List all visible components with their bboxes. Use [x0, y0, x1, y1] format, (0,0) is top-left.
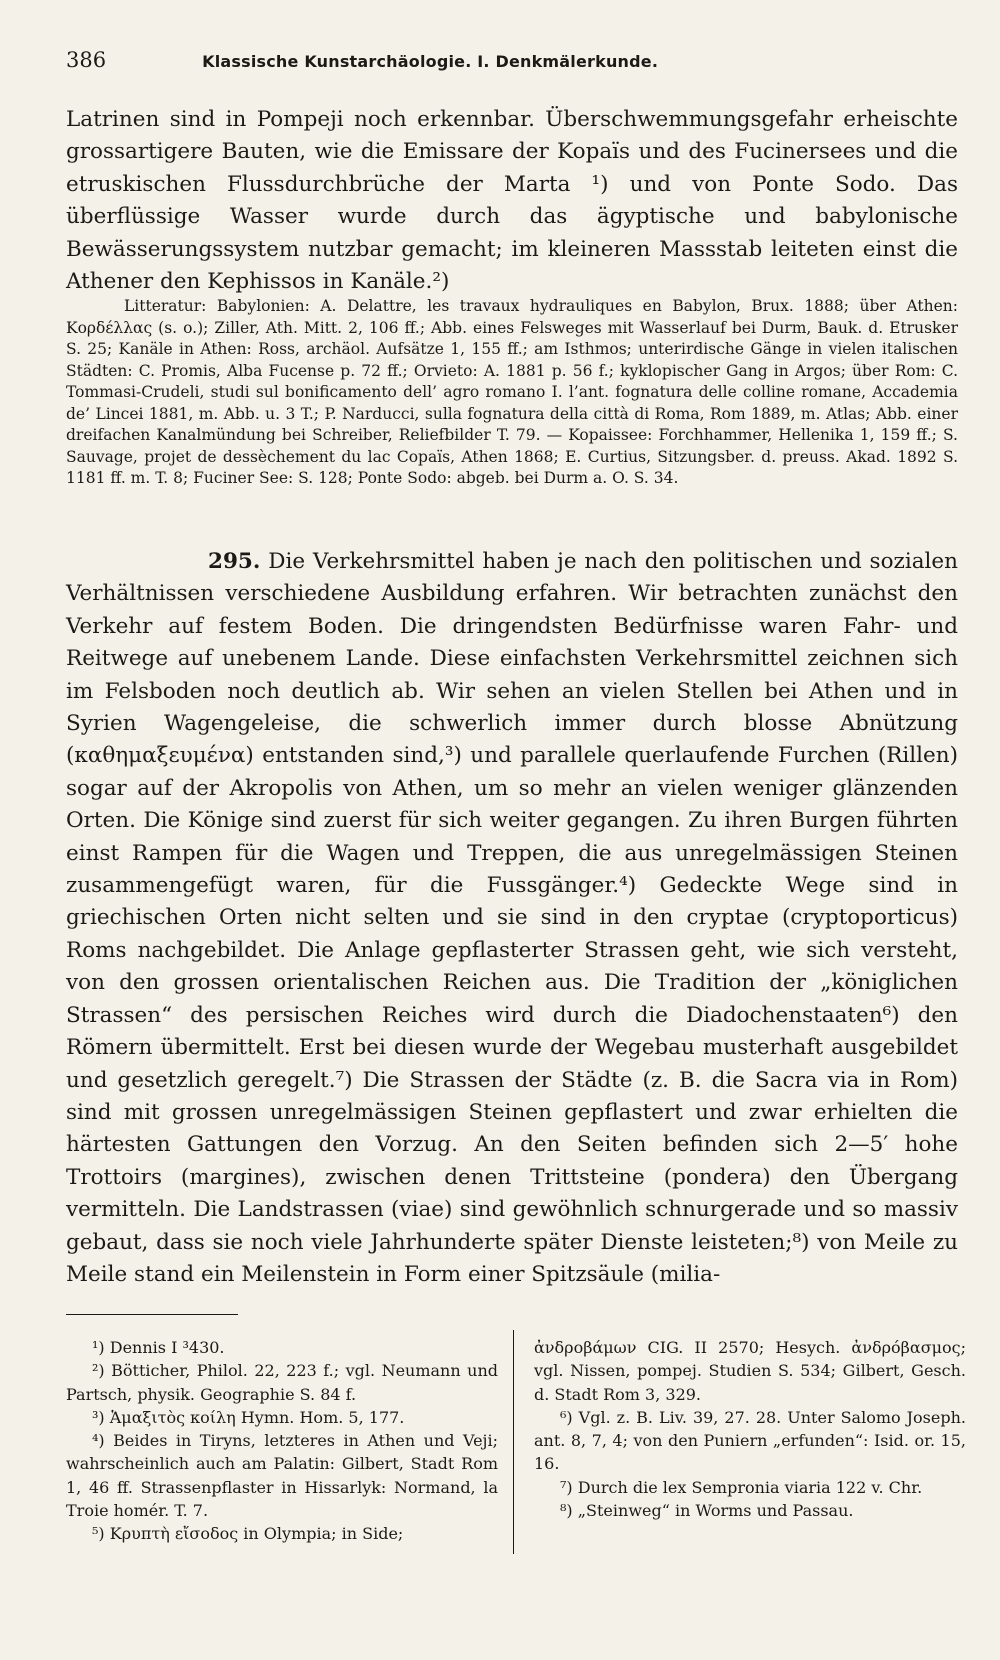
footnote: ⁶) Vgl. z. B. Liv. 39, 27. 28. Unter Salomo Joseph. ant. 8, 7, 4; von den Puniern „erfunden“: Isid. or. 15, 16.: [534, 1407, 966, 1474]
footnote: ²) Bötticher, Philol. 22, 223 f.; vgl. Neumann und Partsch, physik. Geographie S. 84 f.: [66, 1361, 498, 1404]
footnote: ³) Ἁμαξιτὸς κοίλη Hymn. Hom. 5, 177.: [92, 1407, 405, 1427]
section-number: 295.: [208, 549, 261, 574]
footnotes-left-column: [66, 1336, 498, 1546]
body-text: [66, 104, 958, 298]
literature-block: [66, 296, 958, 490]
footnote: ¹) Dennis I ³430.: [92, 1338, 225, 1357]
footnote: ⁴) Beides in Tiryns, letzteres in Athen und Veji; wahrscheinlich auch am Palatin: Gilbert, Stadt Rom 1, 46 ff. Strassenpflaster in Hissarlyk: Normand, la Troie homér. T. 7.: [66, 1431, 498, 1521]
section-295: [66, 546, 958, 1291]
footnote-divider: [66, 1314, 238, 1315]
section-paragraph: [66, 546, 958, 1291]
page-number: 386: [66, 48, 107, 72]
running-head: Klassische Kunstarchäologie. I. Denkmälerkunde.: [202, 52, 659, 71]
footnote: ⁵) Κρυπτὴ εἴσοδος in Olympia; in Side;: [92, 1524, 404, 1544]
footnote-column-divider: [513, 1330, 514, 1554]
footnote-continuation: ἀνδροβάμων CIG. II 2570; Hesych. ἀνδρόβασμος; vgl. Nissen, pompej. Studien S. 534; Gilbert, Gesch. d. Stadt Rom 3, 329.: [534, 1338, 966, 1404]
footnotes-right-column: [534, 1336, 966, 1522]
page-header: [66, 48, 956, 80]
footnote: ⁷) Durch die lex Sempronia viaria 122 v. Chr.: [560, 1477, 923, 1497]
literature-text: Litteratur: Babylonien: A. Delattre, les travaux hydrauliques en Babylon, Brux. 1888; über Athen: Κορδέλλας (s. o.); Ziller, Ath. Mitt. 2, 106 ff.; Abb. eines Felsweges mit Wasserlauf bei Durm, Bauk. d. Etrusker S. 25; Kanäle in Athen: Ross, archäol. Aufsätze 1, 155 ff.; am Isthmos; unterirdische Gänge in vielen italischen Städten: C. Promis, Alba Fucense p. 72 ff.; Orvieto: A. 1881 p. 56 f.; kyklopischer Gang in Argos; über Rom: C. Tommasi-Crudeli, studi sul bonificamento dell’ agro romano I. l’ant. fognatura delle colline romane, Accademia de’ Lincei 1881, m. Abb. u. 3 T.; P. Narducci, sulla fognatura della città di Roma, Rom 1889, m. Atlas; Abb. einer dreifachen Kanalmündung bei Schreiber, Reliefbilder T. 79. — Kopaissee: Forchhammer, Hellenika 1, 159 ff.; S. Sauvage, projet de dessèchement du lac Copaïs, Athen 1868; E. Curtius, Sitzungsber. d. preuss. Akad. 1892 S. 1181 ff. m. T. 8; Fuciner See: S. 128; Ponte Sodo: abgeb. bei Durm a. O. S. 34.: [66, 297, 958, 487]
section-text: Die Verkehrsmittel haben je nach den politischen und sozialen Verhältnissen verschiedene Ausbildung erfahren. Wir betrachten zunächst den Verkehr auf festem Boden. Die dringendsten Bedürfnisse waren Fahr- und Reitwege auf unebenem Lande. Diese einfachsten Verkehrsmittel zeichnen sich im Felsboden noch deutlich ab. Wir sehen an vielen Stellen bei Athen und in Syrien Wagengeleise, die schwerlich immer durch blosse Abnützung (καθημαξευμένα) entstanden sind,³) und parallele querlaufende Furchen (Rillen) sogar auf der Akropolis von Athen, um so mehr an vielen weniger glänzenden Orten. Die Könige sind zuerst für sich weiter gegangen. Zu ihren Burgen führten einst Rampen für die Wagen und Treppen, die aus unregelmässigen Steinen zusammengefügt waren, für die Fussgänger.⁴) Gedeckte Wege sind in griechischen Orten nicht selten und sie sind in den cryptae (cryptoporticus) Roms nachgebildet. Die Anlage gepflasterter Strassen geht, wie sich versteht, von den grossen orientalischen Reichen aus. Die Tradition der „königlichen Strassen“ des persischen Reiches wird durch die Diadochenstaaten⁶) den Römern übermittelt. Erst bei diesen wurde der Wegebau musterhaft ausgebildet und gesetzlich geregelt.⁷) Die Strassen der Städte (z. B. die Sacra via in Rom) sind mit grossen unregelmässigen Steinen gepflastert und zwar erhielten die härtesten Gattungen den Vorzug. An den Seiten befinden sich 2—5′ hohe Trottoirs (margines), zwischen denen Trittsteine (pondera) den Übergang vermitteln. Die Landstrassen (viae) sind gewöhnlich schnurgerade und so massiv gebaut, dass sie noch viele Jahrhunderte später Dienste leisteten;⁸) von Meile zu Meile stand ein Meilenstein in Form einer Spitzsäule (milia-: [66, 549, 958, 1287]
footnote: ⁸) „Steinweg“ in Worms und Passau.: [560, 1501, 854, 1521]
body-paragraph: Latrinen sind in Pompeji noch erkennbar. Überschwemmungsgefahr erheischte grossartigere Bauten, wie die Emissare der Kopaïs und des Fucinersees und die etruskischen Flussdurchbrüche der Marta ¹) und von Ponte Sodo. Das überflüssige Wasser wurde durch das ägyptische und babylonische Bewässerungssystem nutzbar gemacht; im kleineren Massstab leiteten einst die Athener den Kephissos in Kanäle.²): [66, 107, 958, 295]
